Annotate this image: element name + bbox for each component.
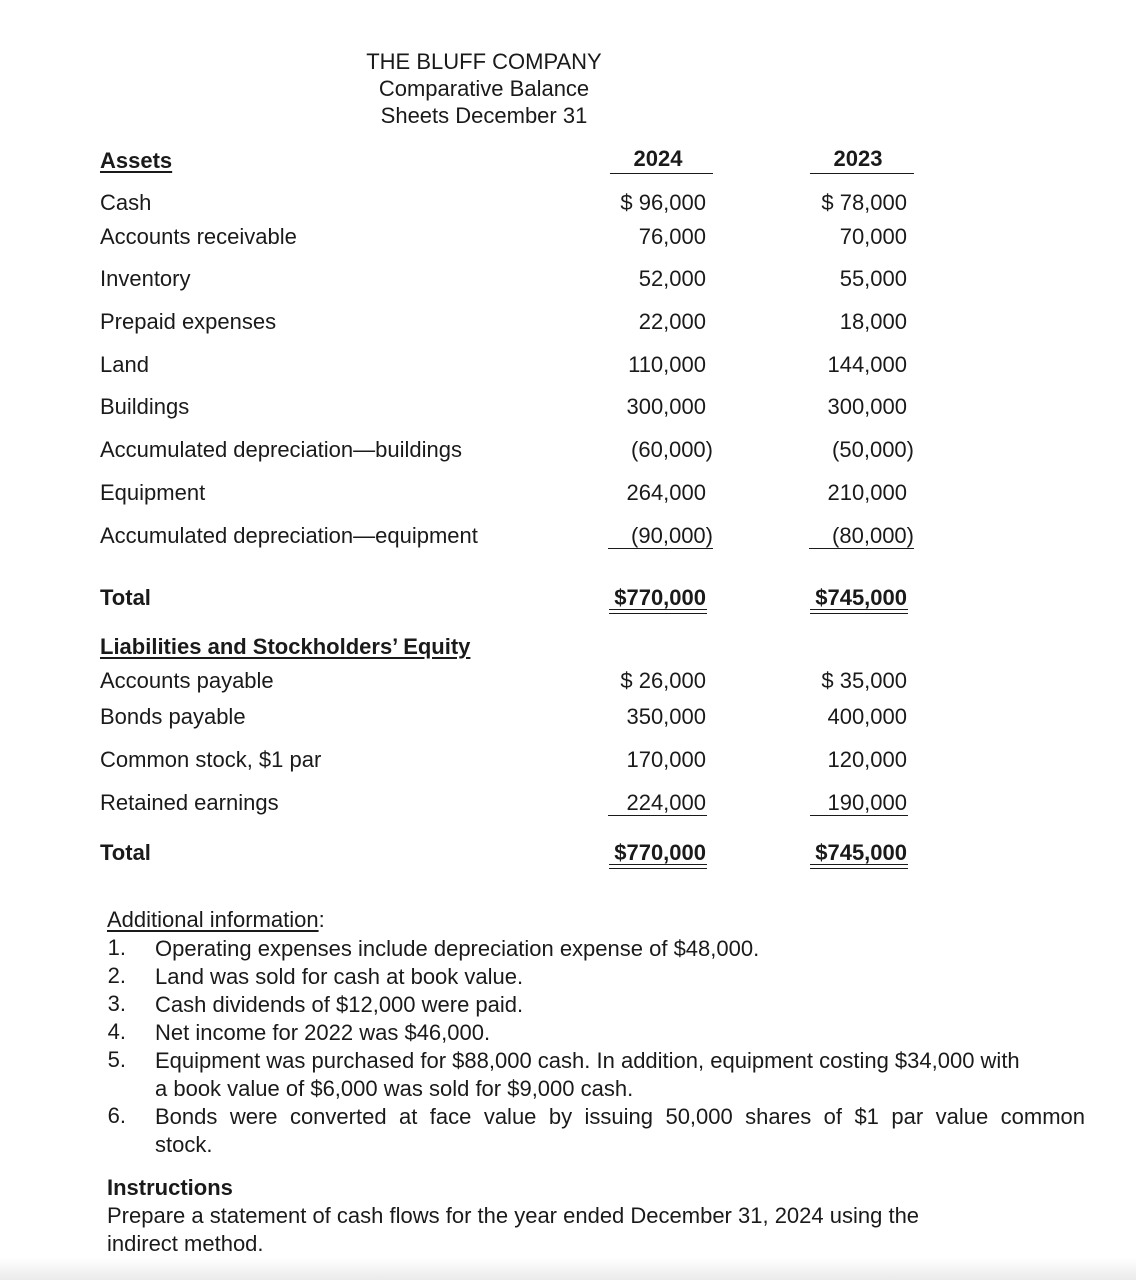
liabilities-total-2023: $745,000 (815, 840, 907, 865)
info-item-5-number: 5. (107, 1047, 126, 1072)
asset-cash-2023: $ 78,000 (821, 190, 907, 215)
info-item-1-number: 1. (107, 935, 126, 960)
asset-label-equipment: Equipment (100, 480, 206, 505)
liab-subtotal-rule-2024 (608, 815, 707, 816)
assets-heading: Assets (100, 148, 173, 173)
asset-subtotal-rule-2023 (809, 548, 914, 549)
asset-label-cash: Cash (100, 190, 152, 215)
asset-inventory-2024: 52,000 (638, 266, 706, 291)
asset-label-land: Land (100, 352, 149, 377)
asset-label-inventory: Inventory (100, 266, 191, 291)
asset-label-accum-dep-buildings: Accumulated depreciation—buildings (100, 437, 462, 462)
liab-retained-earnings-2023: 190,000 (827, 790, 907, 815)
info-item-5-line2: a book value of $6,000 was sold for $9,000 cash. (155, 1076, 634, 1101)
liab-common-stock-2023: 120,000 (827, 747, 907, 772)
asset-inventory-2023: 55,000 (839, 266, 907, 291)
additional-info-heading: Additional information: (107, 907, 325, 932)
liab-common-stock-2024: 170,000 (626, 747, 706, 772)
info-item-6-line2: stock. (155, 1132, 213, 1157)
asset-equipment-2024: 264,000 (626, 480, 706, 505)
asset-buildings-2023: 300,000 (827, 394, 907, 419)
liab-label-ap: Accounts payable (100, 668, 274, 693)
liabilities-total-double-rule-2023 (810, 864, 908, 869)
asset-label-ar: Accounts receivable (100, 224, 297, 249)
liab-label-common-stock: Common stock, $1 par (100, 747, 322, 772)
asset-ar-2024: 76,000 (638, 224, 706, 249)
asset-land-2024: 110,000 (628, 352, 706, 377)
liab-label-bonds: Bonds payable (100, 704, 246, 729)
asset-prepaid-2024: 22,000 (638, 309, 706, 334)
instructions-heading: Instructions (107, 1175, 233, 1200)
liabilities-total-double-rule-2024 (609, 864, 707, 869)
asset-ar-2023: 70,000 (839, 224, 907, 249)
asset-accum-dep-equipment-2023: (80,000) (832, 523, 914, 548)
year-2023-heading: 2023 (833, 146, 883, 171)
assets-total-2024: $770,000 (614, 585, 706, 610)
assets-total-double-rule-2024 (609, 609, 707, 614)
info-item-2-text: Land was sold for cash at book value. (155, 964, 524, 989)
info-item-1-text: Operating expenses include depreciation expense of $48,000. (155, 936, 760, 961)
liab-retained-earnings-2024: 224,000 (626, 790, 706, 815)
asset-cash-2024: $ 96,000 (620, 190, 706, 215)
liabilities-total-label: Total (100, 840, 151, 865)
assets-total-2023: $745,000 (815, 585, 907, 610)
instructions-line2: indirect method. (107, 1231, 264, 1256)
info-item-3-number: 3. (107, 991, 126, 1016)
asset-land-2023: 144,000 (827, 352, 907, 377)
liab-bonds-2023: 400,000 (827, 704, 907, 729)
asset-subtotal-rule-2024 (608, 548, 713, 549)
page-bottom-shadow (0, 1258, 1136, 1280)
info-item-3-text: Cash dividends of $12,000 were paid. (155, 992, 524, 1017)
liab-ap-2023: $ 35,000 (821, 668, 907, 693)
year-2023-rule (810, 173, 914, 174)
assets-total-double-rule-2023 (810, 609, 908, 614)
asset-accum-dep-buildings-2024: (60,000) (631, 437, 713, 462)
asset-buildings-2024: 300,000 (626, 394, 706, 419)
liab-label-retained-earnings: Retained earnings (100, 790, 279, 815)
info-item-6-line1: Bonds were converted at face value by issuing 50,000 shares of $1 par value common (155, 1104, 1085, 1129)
statement-date: Sheets December 31 (380, 103, 588, 128)
liab-bonds-2024: 350,000 (626, 704, 706, 729)
liab-ap-2024: $ 26,000 (620, 668, 706, 693)
liabilities-total-2024: $770,000 (614, 840, 706, 865)
liabilities-heading: Liabilities and Stockholders’ Equity (100, 634, 471, 659)
asset-equipment-2023: 210,000 (827, 480, 907, 505)
liab-subtotal-rule-2023 (810, 815, 908, 816)
asset-accum-dep-equipment-2024: (90,000) (631, 523, 713, 548)
info-item-6-number: 6. (107, 1103, 126, 1128)
info-item-5-line1: Equipment was purchased for $88,000 cash. In addition, equipment costing $34,000 with (155, 1048, 1020, 1073)
assets-total-label: Total (100, 585, 151, 610)
info-item-2-number: 2. (107, 963, 126, 988)
asset-accum-dep-buildings-2023: (50,000) (832, 437, 914, 462)
statement-title: Comparative Balance (378, 76, 590, 101)
asset-label-prepaid: Prepaid expenses (100, 309, 277, 334)
asset-label-buildings: Buildings (100, 394, 190, 419)
company-name: THE BLUFF COMPANY (366, 49, 602, 74)
info-item-4-text: Net income for 2022 was $46,000. (155, 1020, 491, 1045)
year-2024-rule (610, 173, 713, 174)
info-item-4-number: 4. (107, 1019, 126, 1044)
asset-prepaid-2023: 18,000 (839, 309, 907, 334)
year-2024-heading: 2024 (633, 146, 683, 171)
instructions-line1: Prepare a statement of cash flows for the year ended December 31, 2024 using the (107, 1203, 920, 1228)
asset-label-accum-dep-equipment: Accumulated depreciation—equipment (100, 523, 478, 548)
